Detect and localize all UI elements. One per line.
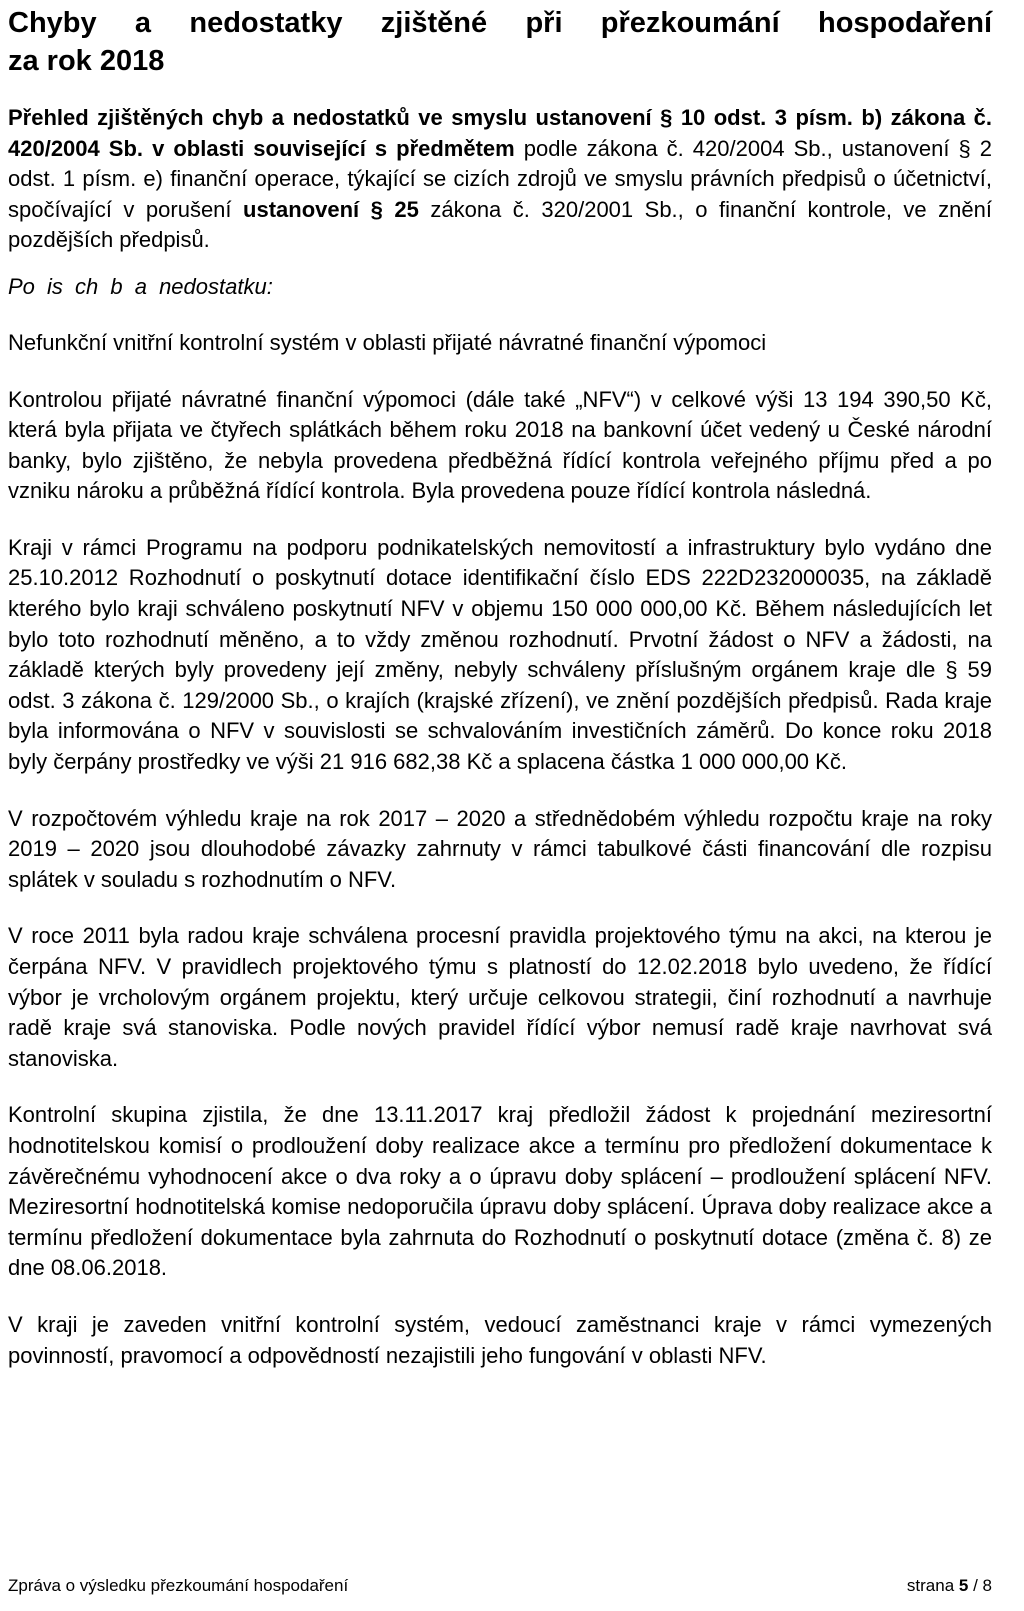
footer-report-title: Zpráva o výsledku přezkoumání hospodaření <box>8 1576 349 1595</box>
paragraph-control-system: V kraji je zaveden vnitřní kontrolní systém, vedoucí zaměstnanci kraje v rámci vymezených povinností, pravomocí a odpovědností nezajistili jeho fungování v oblasti NFV. <box>8 1311 992 1368</box>
page-footer <box>8 1574 992 1598</box>
footer-page-current: 5 <box>958 1576 969 1595</box>
paragraph-commission-request: Kontrolní skupina zjistila, že dne 13.11.2017 kraj předložil žádost k projednání meziresortní hodnotitelskou komisí o prodloužení doby realizace akce a termínu pro předložení dokumentace k závěrečnému vyhodnocení akce o dva roky a o úpravu doby splácení – prodloužení splácení NFV. Meziresortní hodnotitelská komise nedoporučila úpravu doby splácení. Úprava doby realizace akce a termínu předložení dokumentace byla zahrnuta do Rozhodnutí o poskytnutí dotace (změna č. 8) ze dne 08.06.2018. <box>8 1102 992 1281</box>
footer-page-prefix: strana <box>906 1576 959 1595</box>
intro-bold-part-2: ustanovení § 25 <box>243 196 419 222</box>
intro-normal-part-2: zákona č. 320/2001 Sb., o finanční kontrole, ve znění pozdějších předpisů. <box>8 196 992 252</box>
intro-bold-part-1: Přehled zjištěných chyb a nedostatků ve smyslu ustanovení § 10 odst. 3 písm. b) zákona č. 420/2004 Sb. v oblasti související s předmětem <box>8 105 992 161</box>
intro-paragraph <box>8 103 992 256</box>
paragraph-project-team-rules: V roce 2011 byla radou kraje schválena procesní pravidla projektového týmu na akci, na kterou je čerpána NFV. V pravidlech projektového týmu s platností do 12.02.2018 bylo uvedeno, že řídící výbor je vrcholovým orgánem projektu, který určuje celkovou strategii, činí rozhodnutí a navrhuje radě kraje svá stanoviska. Podle nových pravidel řídící výbor nemusí radě kraje navrhovat svá stanoviska. <box>8 923 992 1071</box>
description-label: Po is ch b a nedostatku: <box>8 273 273 299</box>
footer-page-separator: / <box>968 1576 983 1595</box>
document-page <box>8 4 992 1371</box>
paragraph-budget-outlook: V rozpočtovém výhledu kraje na rok 2017 – 2020 a střednědobém výhledu rozpočtu kraje na roky 2019 – 2020 jsou dlouhodobé závazky zahrnuty v rámci tabulkové části financování dle rozpisu splátek v souladu s rozhodnutím o NFV. <box>8 805 992 892</box>
page-title-line-2: za rok 2018 <box>8 45 165 77</box>
paragraph-nfv-control: Kontrolou přijaté návratné finanční výpomoci (dále také „NFV“) v celkové výši 13 194 390,50 Kč, která byla přijata ve čtyřech splátkách během roku 2018 na bankovní účet vedený u České národní banky, bylo zjištěno, že nebyla provedena předběžná řídící kontrola veřejného příjmu před a po vzniku nároku a průběžná řídící kontrola. Byla provedena pouze řídící kontrola následná. <box>8 386 992 504</box>
intro-normal-part-1: podle zákona č. 420/2004 Sb., ustanovení § 2 odst. 1 písm. e) finanční operace, týkající se cizích zdrojů ve smyslu právních předpisů o účetnictví, spočívající v porušení <box>8 135 992 222</box>
paragraph-program-decision: Kraji v rámci Programu na podporu podnikatelských nemovitostí a infrastruktury bylo vydáno dne 25.10.2012 Rozhodnutí o poskytnutí dotace identifikační číslo EDS 222D232000035, na základě kterého bylo kraji schváleno poskytnutí NFV v objemu 150 000 000,00 Kč. Během následujících let bylo toto rozhodnutí měněno, a to vždy změnou rozhodnutí. Prvotní žádost o NFV a žádosti, na základě kterých byly provedeny její změny, nebyly schváleny příslušným orgánem kraje dle § 59 odst. 3 zákona č. 129/2000 Sb., o krajích (krajské zřízení), ve znění pozdějších předpisů. Rada kraje byla informována o NFV v souvislosti se schvalováním investičních záměrů. Do konce roku 2018 byly čerpány prostředky ve výši 21 916 682,38 Kč a splacena částka 1 000 000,00 Kč. <box>8 534 992 775</box>
page-title-line-1: Chyby a nedostatky zjištěné při přezkoumání hospodaření <box>8 7 992 39</box>
page-title <box>8 4 992 80</box>
footer-page-total: 8 <box>982 1576 992 1595</box>
footer-page-number <box>907 1574 992 1598</box>
finding-heading: Nefunkční vnitřní kontrolní systém v oblasti přijaté návratné finanční výpomoci <box>8 330 767 355</box>
